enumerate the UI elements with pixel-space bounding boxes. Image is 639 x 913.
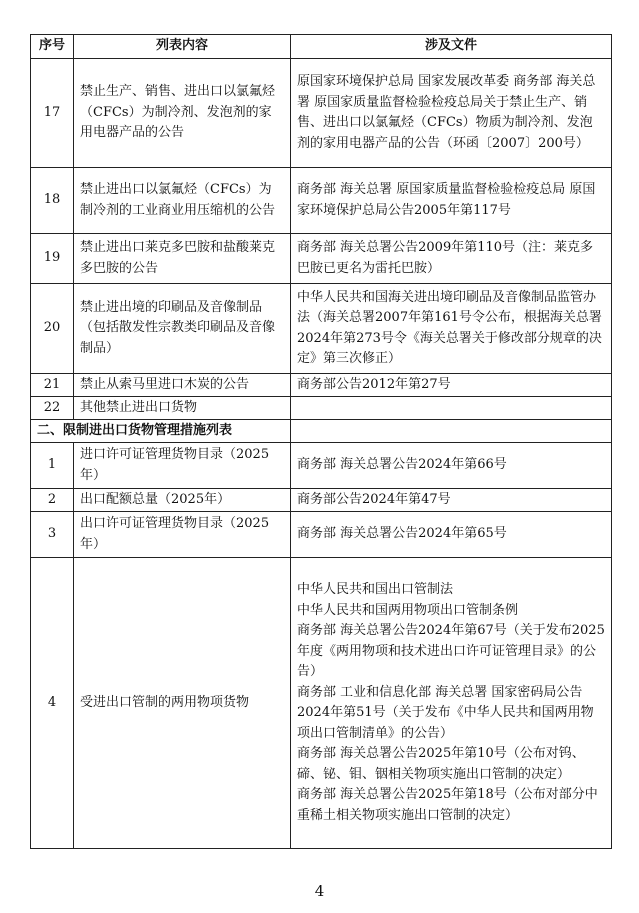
row-content: 禁止进出口莱克多巴胺和盐酸莱克多巴胺的公告	[74, 234, 291, 284]
row-number: 3	[31, 512, 74, 558]
section-title: 二、限制进出口货物管理措施列表	[31, 420, 291, 443]
table-header-row	[31, 35, 612, 59]
row-number: 18	[31, 168, 74, 234]
table-row	[31, 489, 612, 512]
table-row	[31, 284, 612, 374]
table-row	[31, 168, 612, 234]
row-content: 禁止从索马里进口木炭的公告	[74, 374, 291, 397]
table-row	[31, 558, 612, 849]
items-table	[30, 34, 612, 849]
table-row	[31, 374, 612, 397]
row-number: 1	[31, 443, 74, 489]
row-documents: 商务部 海关总署 原国家质量监督检验检疫总局 原国家环境保护总局公告2005年第117号	[291, 168, 612, 234]
row-number: 4	[31, 558, 74, 849]
row-content: 其他禁止进出口货物	[74, 397, 291, 420]
row-documents	[291, 397, 612, 420]
table-row	[31, 397, 612, 420]
section-empty-cell	[291, 420, 612, 443]
table-row	[31, 234, 612, 284]
row-content: 禁止进出口以氯氟烃（CFCs）为制冷剂的工业商业用压缩机的公告	[74, 168, 291, 234]
section-header-row	[31, 420, 612, 443]
row-documents: 原国家环境保护总局 国家发展改革委 商务部 海关总署 原国家质量监督检验检疫总局关于禁止生产、销售、进出口以氯氟烃（CFCs）物质为制冷剂、发泡剂的家用电器产品的公告（环函〔2007〕200号）	[291, 59, 612, 168]
row-content: 出口配额总量（2025年）	[74, 489, 291, 512]
row-number: 20	[31, 284, 74, 374]
header-content: 列表内容	[74, 35, 291, 59]
row-documents: 商务部 海关总署公告2009年第110号（注：莱克多巴胺已更名为雷托巴胺）	[291, 234, 612, 284]
row-content: 禁止生产、销售、进出口以氯氟烃（CFCs）为制冷剂、发泡剂的家用电器产品的公告	[74, 59, 291, 168]
row-documents: 商务部 海关总署公告2024年第66号	[291, 443, 612, 489]
row-number: 21	[31, 374, 74, 397]
row-number: 17	[31, 59, 74, 168]
header-number: 序号	[31, 35, 74, 59]
row-number: 22	[31, 397, 74, 420]
row-number: 2	[31, 489, 74, 512]
page-number: 4	[314, 882, 325, 900]
row-documents: 商务部公告2024年第47号	[291, 489, 612, 512]
table-row	[31, 512, 612, 558]
table-row	[31, 443, 612, 489]
row-documents: 中华人民共和国海关进出境印刷品及音像制品监管办法（海关总署2007年第161号令公布，根据海关总署2024年第273号令《海关总署关于修改部分规章的决定》第三次修正）	[291, 284, 612, 374]
header-documents: 涉及文件	[291, 35, 612, 59]
row-documents: 中华人民共和国出口管制法 中华人民共和国两用物项出口管制条例 商务部 海关总署公告2024年第67号（关于发布2025年度《两用物项和技术进出口许可证管理目录》的公告） 商务部 工业和信息化部 海关总署 国家密码局公告2024年第51号（关于发布《中华人民共和国两用物项出口管制清单》的公告） 商务部 海关总署公告2025年第10号（公布对钨、碲、铋、钼、铟相关物项实施出口管制的决定） 商务部 海关总署公告2025年第18号（公布对部分中重稀土相关物项实施出口管制的决定）	[291, 558, 612, 849]
row-number: 19	[31, 234, 74, 284]
row-content: 进口许可证管理货物目录（2025年）	[74, 443, 291, 489]
row-content: 禁止进出境的印刷品及音像制品（包括散发性宗教类印刷品及音像制品）	[74, 284, 291, 374]
row-documents: 商务部公告2012年第27号	[291, 374, 612, 397]
row-content: 受进出口管制的两用物项货物	[74, 558, 291, 849]
table-row	[31, 59, 612, 168]
row-content: 出口许可证管理货物目录（2025年）	[74, 512, 291, 558]
row-documents: 商务部 海关总署公告2024年第65号	[291, 512, 612, 558]
